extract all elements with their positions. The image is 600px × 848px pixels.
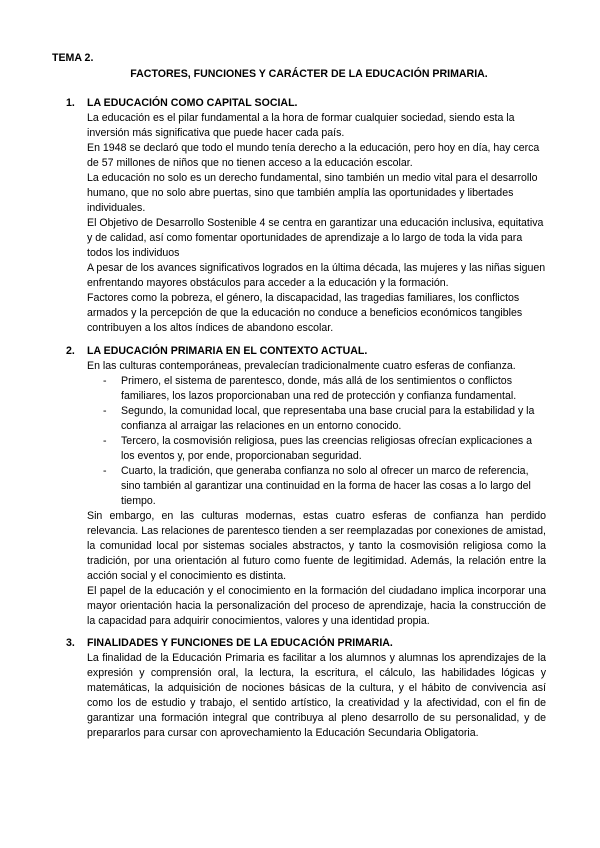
section-heading-text: LA EDUCACIÓN COMO CAPITAL SOCIAL. (87, 97, 298, 109)
dash-marker: - (103, 465, 107, 477)
list-item (87, 404, 546, 434)
section-3-heading (66, 636, 546, 651)
section-1-heading (66, 96, 546, 111)
paragraph: En 1948 se declaró que todo el mundo tenía derecho a la educación, pero hoy en día, hay cerca de 57 millones de niños que no tienen acceso a la educación escolar. (87, 142, 540, 169)
list-item (87, 434, 546, 464)
list-item-text: Primero, el sistema de parentesco, donde, más allá de los sentimientos o conflictos familiares, los lazos proporcionaban una red de protección y confianza fundamental. (121, 375, 517, 402)
dash-marker: - (103, 375, 107, 387)
section-2-body (66, 359, 546, 629)
paragraph: La finalidad de la Educación Primaria es facilitar a los alumnos y alumnas los aprendizajes de la expresión y comprensión oral, la lectura, la escritura, el cálculo, las habilidades lógicas y matemáticas, la adquisición de nociones básicas de la cultura, y el hábito de convivencia así como los de estudio y trabajo, el sentido artístico, la creatividad y la afectividad, con el fin de garantizar una formación integral que contribuya al pleno desarrollo de su personalidad, y de prepararlos para cursar con aprovechamiento la Educación Secundaria Obligatoria. (87, 652, 546, 739)
paragraph: A pesar de los avances significativos logrados en la última década, las mujeres y las niñas siguen enfrentando mayores obstáculos para acceder a la educación y la formación. (87, 262, 546, 289)
section-3 (66, 636, 546, 741)
section-number: 1. (66, 97, 75, 109)
section-1-body (66, 111, 546, 336)
section-1 (66, 96, 546, 336)
list-item-text: Cuarto, la tradición, que generaba confianza no solo al ofrecer un marco de referencia, sino también al garantizar una continuidad en la forma de hacer las cosas a lo largo del tiempo. (121, 465, 531, 507)
list-item (87, 374, 546, 404)
section-3-body (66, 651, 546, 741)
section-2 (66, 344, 546, 629)
bullet-list (87, 374, 546, 509)
paragraph: La educación no solo es un derecho fundamental, sino también un medio vital para el desarrollo humano, que no solo abre puertas, sino que también amplía las oportunidades y libertades individuales. (87, 172, 538, 214)
section-2-heading (66, 344, 546, 359)
list-item (87, 464, 546, 509)
document-title: FACTORES, FUNCIONES Y CARÁCTER DE LA EDUCACIÓN PRIMARIA. (130, 68, 488, 80)
dash-marker: - (103, 405, 107, 417)
list-item-text: Tercero, la cosmovisión religiosa, pues las creencias religiosas ofrecían explicaciones a los eventos y, por ende, proporcionaban seguridad. (121, 435, 532, 462)
paragraph: Sin embargo, en las culturas modernas, estas cuatro esferas de confianza han perdido relevancia. Las relaciones de parentesco tienden a ser reemplazadas por conexiones de amistad, la comunidad local por sistemas sociales abstractos, y tanto la cosmovisión religiosa como la tradición, por una orientación al futuro como fuente de legitimidad. Además, la relación entre la acción social y el conocimiento es distinta. (87, 510, 546, 582)
section-number: 3. (66, 637, 75, 649)
paragraph: Factores como la pobreza, el género, la discapacidad, las tragedias familiares, los conflictos armados y la percepción de que la educación no conduce a beneficios económicos tangibles contribuyen a los altos índices de abandono escolar. (87, 292, 523, 334)
section-heading-text: LA EDUCACIÓN PRIMARIA EN EL CONTEXTO ACTUAL. (87, 345, 368, 357)
dash-marker: - (103, 435, 107, 447)
paragraph: El papel de la educación y el conocimiento en la formación del ciudadano implica incorporar una mayor orientación hacia la personalización del proceso de aprendizaje, hacia la construcción de la capacidad para adquirir conocimientos, valores y una identidad propia. (87, 585, 546, 627)
tema-label: TEMA 2. (52, 52, 94, 64)
section-number: 2. (66, 345, 75, 357)
list-item-text: Segundo, la comunidad local, que representaba una base crucial para la estabilidad y la confianza al arraigar las relaciones en un entorno conocido. (121, 405, 535, 432)
paragraph: El Objetivo de Desarrollo Sostenible 4 se centra en garantizar una educación inclusiva, equitativa y de calidad, así como fomentar oportunidades de aprendizaje a lo largo de toda la vida para todos los individuos (87, 217, 544, 259)
paragraph: La educación es el pilar fundamental a la hora de formar cualquier sociedad, siendo esta la inversión más significativa que puede hacer cada país. (87, 112, 515, 139)
paragraph: En las culturas contemporáneas, prevalecían tradicionalmente cuatro esferas de confianza. (87, 360, 516, 372)
section-heading-text: FINALIDADES Y FUNCIONES DE LA EDUCACIÓN PRIMARIA. (87, 637, 393, 649)
